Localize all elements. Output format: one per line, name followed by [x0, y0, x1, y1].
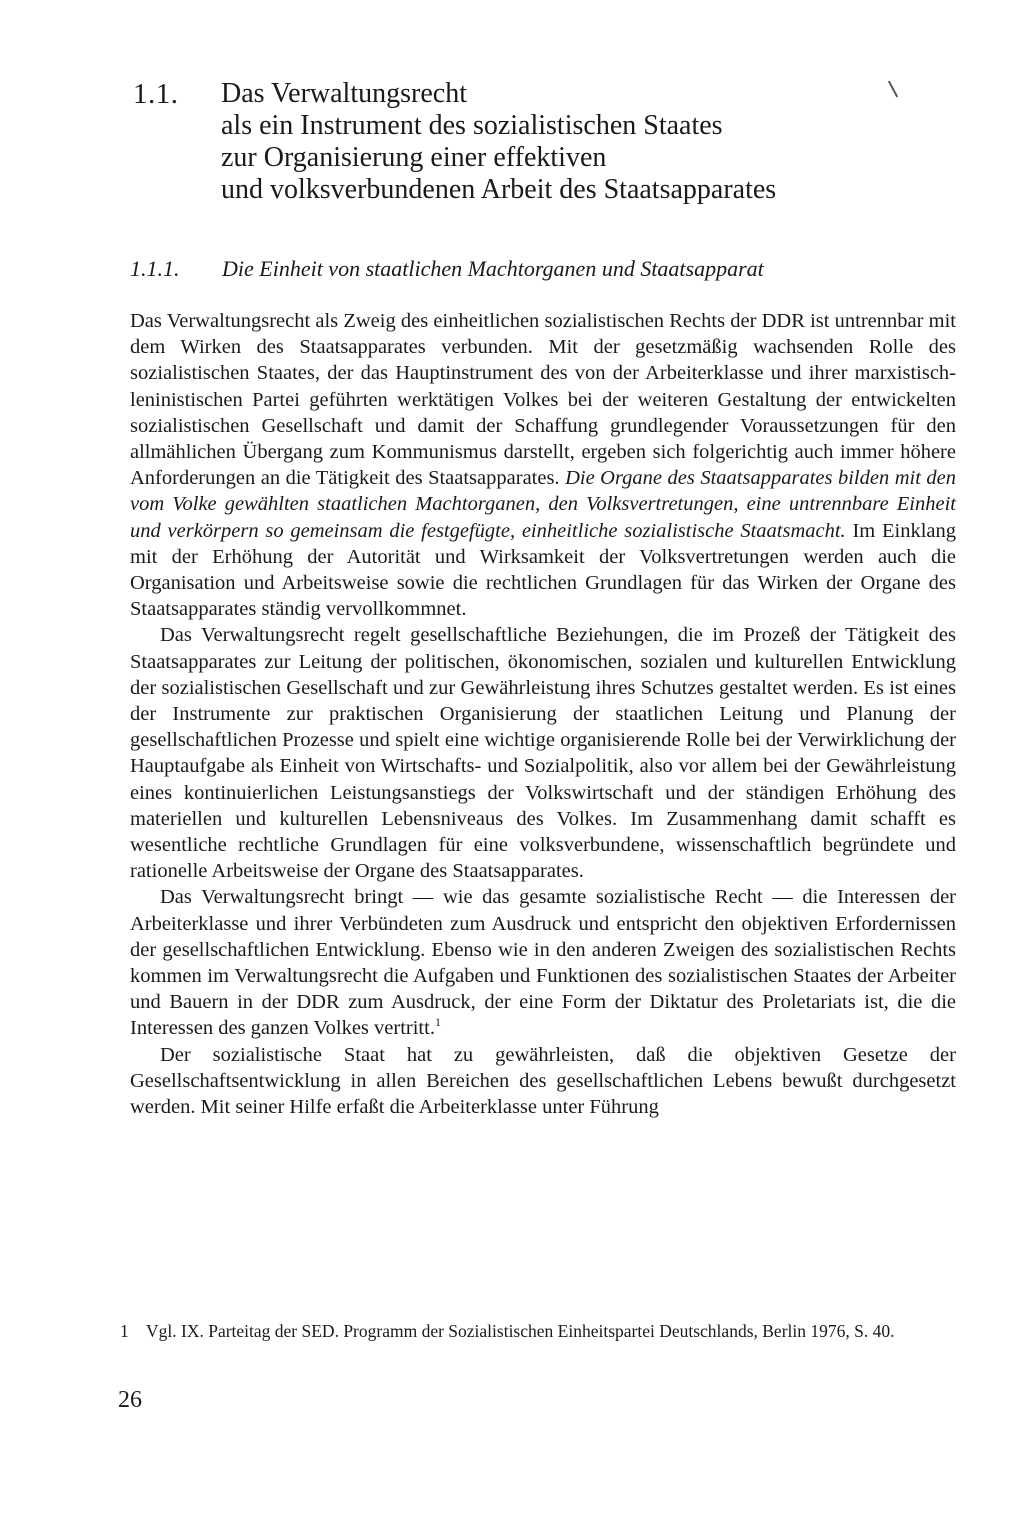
- paragraph-text: Im Einklang mit der Erhöhung der Autorität und Wirksamkeit der Volksvertretungen werden auch die Organisation und Arbeitsweise sowie die rechtlichen Grundlagen für das Wirken der Organe des Staatsapparates ständig vervollkommnet.: [130, 519, 956, 621]
- paragraph-text: Das Verwaltungsrecht als Zweig des einheitlichen sozialistischen Rechts der DDR ist untrennbar mit dem Wirken des Staatsapparates verbunden. Mit der gesetzmäßig wachsenden Rolle des sozialistischen Staates, der das Hauptinstrument des von der Arbeiterklasse und ihrer marxistisch-leninistischen Partei geführten werktätigen Volkes bei der weiteren Gestaltung der entwickelten sozialistischen Gesellschaft und damit der Schaffung grundlegender Voraussetzungen für den allmählichen Übergang zum Kommunismus darstellt, ergeben sich folgerichtig auch immer höhere Anforderungen an die Tätigkeit des Staatsapparates.: [130, 310, 956, 490]
- footnote-mark: 1: [120, 1321, 129, 1341]
- paragraph: Das Verwaltungsrecht regelt gesellschaftliche Beziehungen, die im Prozeß der Tätigkeit des Staatsapparates zur Leitung der politischen, ökonomischen, sozialen und kulturellen Entwicklung der sozialistischen Gesellschaft und zur Gewährleistung ihres Schutzes gestaltet werden. Es ist eines der Instrumente zur praktischen Organisierung der staatlichen Leitung und Planung der gesellschaftlichen Prozesse und spielt eine wichtige organisierende Rolle bei der Verwirklichung der Hauptaufgabe als Einheit von Wirtschafts- und Sozialpolitik, also vor allem bei der Gewährleistung eines kontinuierlichen Leistungsanstiegs der Volkswirtschaft und der ständigen Erhöhung des materiellen und kulturellen Lebensniveaus des Volkes. Im Zusammenhang damit schafft es wesentliche rechtliche Grundlagen für eine volksverbundene, wissenschaftlich begründete und rationelle Arbeitsweise der Organe des Staatsapparates.: [130, 624, 956, 883]
- section-heading: [130, 255, 890, 283]
- footnote: [118, 1320, 958, 1342]
- section-number: 1.1.1.: [130, 256, 180, 281]
- section-title: Die Einheit von staatlichen Machtorganen und Staatsapparat: [222, 256, 764, 281]
- paragraph-text: Das Verwaltungsrecht bringt — wie das gesamte sozialistische Recht — die Interessen der Arbeiterklasse und ihrer Verbündeten zum Ausdruck und entspricht den objektiven Erfordernissen der gesellschaftlichen Entwicklung. Ebenso wie in den anderen Zweigen des sozialistischen Rechts kommen im Verwaltungsrecht die Aufgaben und Funktionen des sozialistischen Staates der Arbeiter und Bauern in der DDR zum Ausdruck, der eine Form der Diktatur des Proletariats ist, die die Interessen des ganzen Volkes vertritt.: [130, 886, 956, 1040]
- chapter-number: 1.1.: [133, 78, 179, 110]
- paragraph: [118, 308, 956, 622]
- body-text: [118, 308, 956, 1120]
- chapter-title-line: zur Organisierung einer effektiven: [221, 142, 607, 173]
- paragraph: Der sozialistische Staat hat zu gewährleisten, daß die objektiven Gesetze der Gesellschaftsentwicklung in allen Bereichen des gesellschaftlichen Lebens bewußt durchgesetzt werden. Mit seiner Hilfe erfaßt die Arbeiterklasse unter Führung: [130, 1043, 956, 1119]
- chapter-title: [221, 78, 776, 206]
- page-number: 26: [118, 1387, 142, 1413]
- chapter-heading: [133, 78, 893, 206]
- chapter-title-line: Das Verwaltungsrecht: [221, 78, 467, 109]
- footnote-reference: 1: [434, 1015, 441, 1030]
- chapter-title-line: und volksverbundenen Arbeit des Staatsapparates: [221, 174, 777, 205]
- emphasized-text: Die Organe des Staatsapparates bilden mit den vom Volke gewählten staatlichen Machtorganen, den Volksvertretungen, eine untrennbare Einheit und verkörpern so gemeinsam die festgefügte, einheitliche sozialistische Staatsmacht.: [130, 467, 956, 542]
- chapter-title-line: als ein Instrument des sozialistischen Staates: [221, 110, 723, 141]
- paragraph: [118, 884, 956, 1041]
- footnote-text: Vgl. IX. Parteitag der SED. Programm der Sozialistischen Einheitspartei Deutschlands, Berlin 1976, S. 40.: [146, 1321, 895, 1341]
